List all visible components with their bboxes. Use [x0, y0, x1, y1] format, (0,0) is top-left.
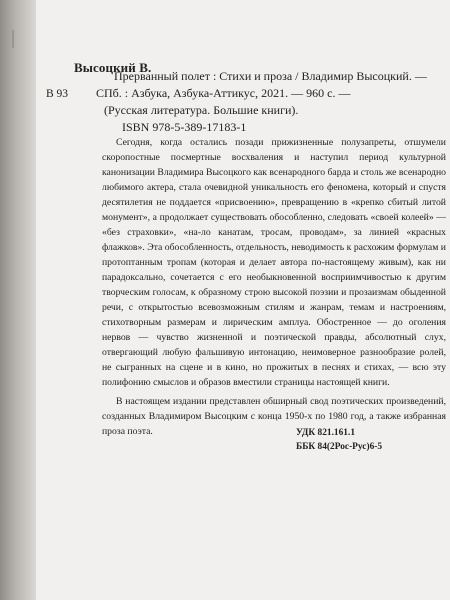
isbn-line: ISBN 978-5-389-17183-1 [122, 120, 247, 134]
bibliographic-title-line: Прерванный полет : Стихи и проза / Владимир Высоцкий. — СПб. : Азбука, Азбука-Аттикус, 2021. — 960 с. — [96, 69, 427, 100]
classification-codes [296, 426, 382, 454]
classification-code: В 93 [46, 88, 69, 100]
annotation-paragraph-1: Сегодня, когда остались позади прижизненные полузапреты, отшумели скоропостные посмертные восхваления и наступил период культурной канонизации Владимира Высоцкого как всенародного барда и столь же всенародно любимого актера, стала очевидной уникальность его феномена, который и спустя десятилетия не поддается «присвоению», превращению в «крепко сбитый литой монумент», а продолжает существовать обособленно, следовать «своей колеей» — «без страховки», «на-ло канатам, тросам, проводам», за линией «красных флажков». Эта обособленность, отдельность, неводимость к расхожим формулам и протоптанным тропам (которая и делает автора по-настоящему живым), как ни парадоксально, сочетается с его необыкновенной восприимчивостью к другим творческим голосам, к образному строю высокой поэзии и прозаизмам обыденной речи, с открытостью всевозможным стилям и жанрам, темам и настроениям, стихотворным размерам и лирическим амплуа. Обостренное — до оголения нервов — чувство жизненной и поэтической правды, абсолютный слух, отвергающий любую фальшивую интонацию, неимоверное разнообразие ролей, не сыгранных на сцене и в кино, но прожитых в песнях и стихах, — всю эту полифонию смыслов и образов вместили страницы настоящей книги. [102, 137, 446, 388]
series-line: (Русская литература. Большие книги). [104, 103, 299, 117]
page-spine-shadow [0, 0, 36, 600]
author-name: Высоцкий В. [74, 60, 152, 75]
bibliographic-record [96, 68, 448, 136]
udk-code: УДК 821.161.1 [296, 428, 356, 438]
annotation-paragraph-2: В настоящем издании представлен обширный свод поэтических произведений, созданных Владимиром Высоцким с конца 1950-х по 1980 год, а также избранная проза поэта. [102, 396, 446, 437]
annotation-text [102, 135, 446, 439]
bbk-code: ББК 84(2Рос-Рус)6-5 [296, 442, 383, 452]
margin-mark [12, 30, 14, 48]
book-page [36, 0, 450, 600]
